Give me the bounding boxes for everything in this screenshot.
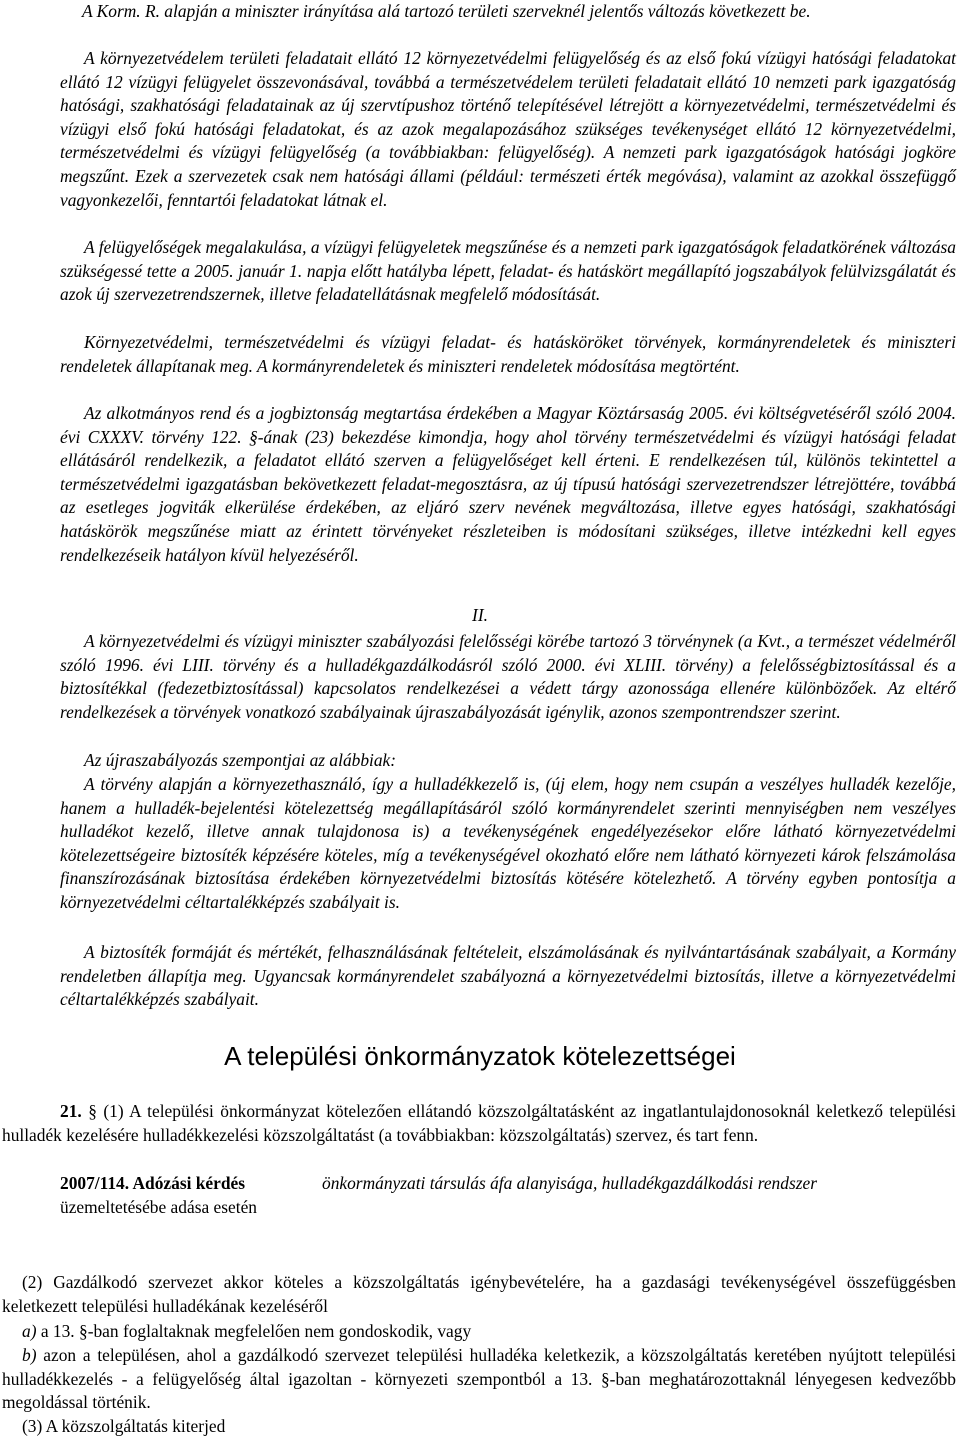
section-number: 21. bbox=[60, 1101, 82, 1121]
point-a bbox=[2, 1320, 956, 1344]
point-b bbox=[2, 1344, 956, 1415]
point-b-text: azon a településen, ahol a gazdálkodó szervezet települési hulladéka keletkezik, a közszolgáltatás keretében nyújtott települési hulladékkezelés - a felügyelőség által igazoltan - környezeti szempontból a 13. §-ban meghatározottaknál lényegesen kedvezőbb megoldással történik. bbox=[2, 1345, 956, 1413]
reference-id: 2007/114. Adózási kérdés bbox=[60, 1173, 246, 1193]
point-a-text: a 13. §-ban foglaltaknak megfelelően nem gondoskodik, vagy bbox=[36, 1321, 472, 1341]
point-a-label: a) bbox=[22, 1321, 37, 1341]
paragraph-3: (3) A közszolgáltatás kiterjed bbox=[22, 1416, 226, 1436]
paragraph-biztositek-formaja: A biztosíték formáját és mértékét, felhasználásának feltételeit, elszámolásának és nyilvántartásának szabályait, a Kormány rendeletben állapítja meg. Ugyancsak kormányrendelet szabályozná a környezetvédelmi biztosítás, illetve a környezetvédelmi céltartalékképzés szabályait. bbox=[60, 942, 956, 1010]
paragraph-felugyeloseg: A környezetvédelem területi feladatait ellátó 12 környezetvédelmi felügyelőség és az első fokú vízügyi hatósági feladatokat ellátó 12 vízügyi felügyelet összevonásával, továbbá a természetvédelem területi feladatait ellátó 10 nemzeti park igazgatóság hatósági, szakhatósági feladatainak az új szervtípushoz történő telepítésével létrejött a környezetvédelmi, természetvédelmi és vízügyi első fokú hatósági feladatokat, és az azok megalapozásához szükséges tevékenységet ellátó 12 környezetvédelmi, természetvédelmi és vízügyi felügyelőség (a továbbiakban: felügyelőség). A nemzeti park igazgatóságok hatósági jogköre megszűnt. Ezek a szervezetek csak nem hatósági állami (például: természeti érték megóvása), valamint az azokkal összefüggő vagyonkezelői, fenntartói feladatokat látnak el. bbox=[60, 48, 956, 210]
section-heading: A települési önkormányzatok kötelezettségei bbox=[224, 1041, 736, 1071]
intro-line: A Korm. R. alapján a miniszter irányítása alá tartozó területi szerveknél jelentős változás következett be. bbox=[82, 1, 811, 21]
paragraph-feladatkorok: Környezetvédelmi, természetvédelmi és vízügyi feladat- és hatásköröket törvények, kormányrendeletek és miniszteri rendeletek állapítanak meg. A kormányrendeletek és miniszteri rendeletek módosítása megtörtént. bbox=[60, 332, 956, 376]
point-b-label: b) bbox=[22, 1345, 37, 1365]
section-roman-numeral: II. bbox=[472, 605, 488, 625]
reference-title: önkormányzati társulás áfa alanyisága, hulladékgazdálkodási rendszer bbox=[322, 1173, 817, 1193]
section-21-text: § (1) A települési önkormányzat kötelezően ellátandó közszolgáltatásként az ingatlantulajdonosoknál keletkező települési hulladék kezelésére hulladékkezelési közszolgáltatást (a továbbiakban: közszolgáltatás) szervez, és tart fenn. bbox=[2, 1101, 956, 1145]
reference-title-continued: üzemeltetésébe adása esetén bbox=[60, 1197, 257, 1217]
paragraph-alkotmanyos-rend: Az alkotmányos rend és a jogbiztonság megtartása érdekében a Magyar Köztársaság 2005. évi költségvetéséről szóló 2004. évi CXXXV. törvény 122. §-ának (23) bekezdése kimondja, hogy ahol törvény természetvédelmi és vízügyi hatósági feladat ellátásáról rendelkezik, a feladatot ellátó szerven a felügyelőséget kell érteni. E rendelkezésen túl, különös tekintettel a természetvédelmi igazgatásban bekövetkezett feladat-megosztásra, az új típusú hatósági szervezetrendszer létrejöttére, továbbá az esetleges jogviták elkerülése érdekében, az eljáró szerv nevének megváltozása, illetve egyes hatósági, szakhatósági hatáskörök megszűnése miatt az érintett törvényeket részleteiben is módosítani szükséges, illetve intézkedni kell egyes rendelkezéseik hatályon kívül helyezéséről. bbox=[60, 403, 956, 565]
paragraph-szabalyozasi-kor: A környezetvédelmi és vízügyi miniszter szabályozási felelősségi körébe tartozó 3 törvénynek (a Kvt., a természet védelméről szóló 1996. évi LIII. törvény és a hulladékgazdálkodásról szóló 2000. évi XLIII. törvény) a felelősségbiztosítással és a biztosítékkal (fedezetbiztosítással) kapcsolatos rendelkezései a védett tárgy azonossága ellenére különbözőek. Az eltérő rendelkezések a törvények vonatkozó szabályainak újraszabályozását igénylik, azonos szempontrendszer szerint. bbox=[60, 631, 956, 722]
paragraph-2: (2) Gazdálkodó szervezet akkor köteles a közszolgáltatás igénybevételére, ha a gazdasági tevékenységével összefüggésben keletkezett települési hulladékának kezeléséről bbox=[2, 1272, 956, 1316]
section-21-paragraph bbox=[2, 1100, 956, 1147]
paragraph-biztositek: A törvény alapján a környezethasználó, így a hulladékkezelő is, (új elem, hogy nem csupán a veszélyes hulladék kezelője, hanem a hulladék-bejelentési kötelezettség megállapításáról szóló kormányrendelet szerinti mennyiségben nem veszélyes hulladékot kezelő, illetve annak tulajdonosa is) a tevékenységének engedélyezésekor előre látható környezetvédelmi kötelezettségeire biztosíték képzésére köteles, míg a tevékenységével okozható előre nem látható környezeti károk felszámolása finanszírozásának biztosítása érdekében környezetvédelmi biztosítás kötésére kötelezhető. A törvény egyben pontosítja a környezetvédelmi céltartalékképzés szabályait is. bbox=[60, 774, 956, 912]
paragraph-szempontok-intro: Az újraszabályozás szempontjai az alábbiak: bbox=[84, 750, 397, 770]
paragraph-megalakulas: A felügyelőségek megalakulása, a vízügyi felügyeletek megszűnése és a nemzeti park igazgatóságok feladatkörének változása szükségessé tette a 2005. január 1. napja előtt hatályba lépett, feladat- és hatáskört megállapító jogszabályok felülvizsgálatát és azok új szervezetrendszernek, illetve feladatellátásnak megfelelő módosítását. bbox=[60, 237, 956, 305]
